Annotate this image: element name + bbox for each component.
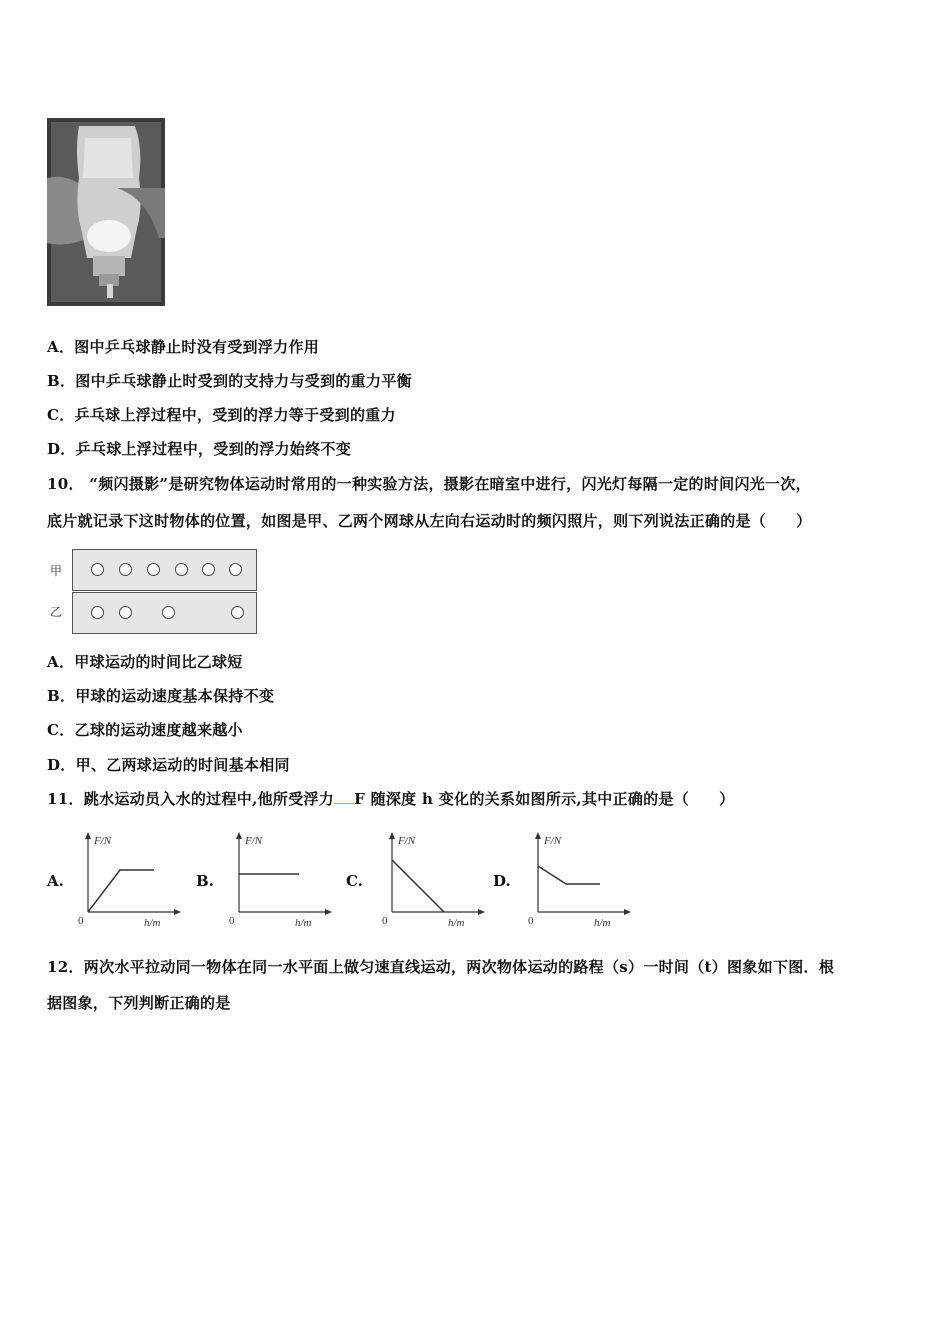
ball — [119, 606, 132, 619]
origin-label: 0 — [382, 915, 388, 927]
ball — [231, 606, 244, 619]
q9-option-c: C．乒乓球上浮过程中，受到的浮力等于受到的重力 — [47, 406, 396, 424]
strip-label-yi: 乙 — [50, 605, 63, 619]
y-axis-label: F/N — [398, 835, 416, 847]
ball — [162, 606, 175, 619]
q10-stem-line2: 底片就记录下这时物体的位置，如图是甲、乙两个网球从左向右运动时的频闪照片，则下列说法正确的是（ ） — [47, 512, 812, 530]
origin-label: 0 — [528, 915, 534, 927]
graph-b — [225, 830, 335, 930]
y-axis-label: F/N — [544, 835, 562, 847]
q12-stem-line2: 据图象，下列判断正确的是 — [47, 994, 231, 1012]
ball — [202, 563, 215, 576]
q10-stem-line1: 10． “频闪摄影”是研究物体运动时常用的一种实验方法，摄影在暗室中进行，闪光灯每隔一定的时间闪光一次， — [47, 475, 811, 493]
q11-label-c: C. — [346, 872, 363, 890]
q10-option-a: A．甲球运动的时间比乙球短 — [47, 653, 243, 671]
q11-label-d: D. — [493, 872, 511, 890]
ball — [229, 563, 242, 576]
q10-option-c: C．乙球的运动速度越来越小 — [47, 721, 243, 739]
strip-jia — [72, 549, 257, 591]
strip-yi — [72, 592, 257, 634]
ball — [119, 563, 132, 576]
strip-label-jia: 甲 — [50, 564, 63, 578]
q10-option-b: B．甲球的运动速度基本保持不变 — [47, 687, 275, 705]
q11-label-a: A. — [47, 872, 64, 890]
x-axis-label: h/m — [144, 917, 161, 929]
q9-option-d: D．乒乓球上浮过程中，受到的浮力始终不变 — [47, 440, 352, 458]
y-axis-label: F/N — [245, 835, 263, 847]
q12-stem-line1: 12．两次水平拉动同一物体在同一水平面上做匀速直线运动，两次物体运动的路程（s）一时间（t）图象如下图．根 — [47, 958, 835, 976]
ball — [91, 606, 104, 619]
q9-option-a: A．图中乒乓球静止时没有受到浮力作用 — [47, 338, 320, 356]
q11-label-b: B. — [196, 872, 214, 890]
graph-a — [74, 830, 184, 930]
graph-c — [378, 830, 488, 930]
q9-option-b: B．图中乒乓球静止时受到的支持力与受到的重力平衡 — [47, 372, 412, 390]
origin-label: 0 — [78, 915, 84, 927]
graph-d — [524, 830, 634, 930]
x-axis-label: h/m — [594, 917, 611, 929]
ball — [175, 563, 188, 576]
y-axis-label: F/N — [94, 835, 112, 847]
q10-option-d: D．甲、乙两球运动的时间基本相同 — [47, 756, 290, 774]
ball — [147, 563, 160, 576]
ball — [91, 563, 104, 576]
x-axis-label: h/m — [448, 917, 465, 929]
x-axis-label: h/m — [295, 917, 312, 929]
origin-label: 0 — [229, 915, 235, 927]
bottle-photo — [47, 118, 165, 306]
q11-stem: 11．跳水运动员入水的过程中,他所受浮力 F 随深度 h 变化的关系如图所示,其中正确的是（ ） — [47, 790, 735, 808]
